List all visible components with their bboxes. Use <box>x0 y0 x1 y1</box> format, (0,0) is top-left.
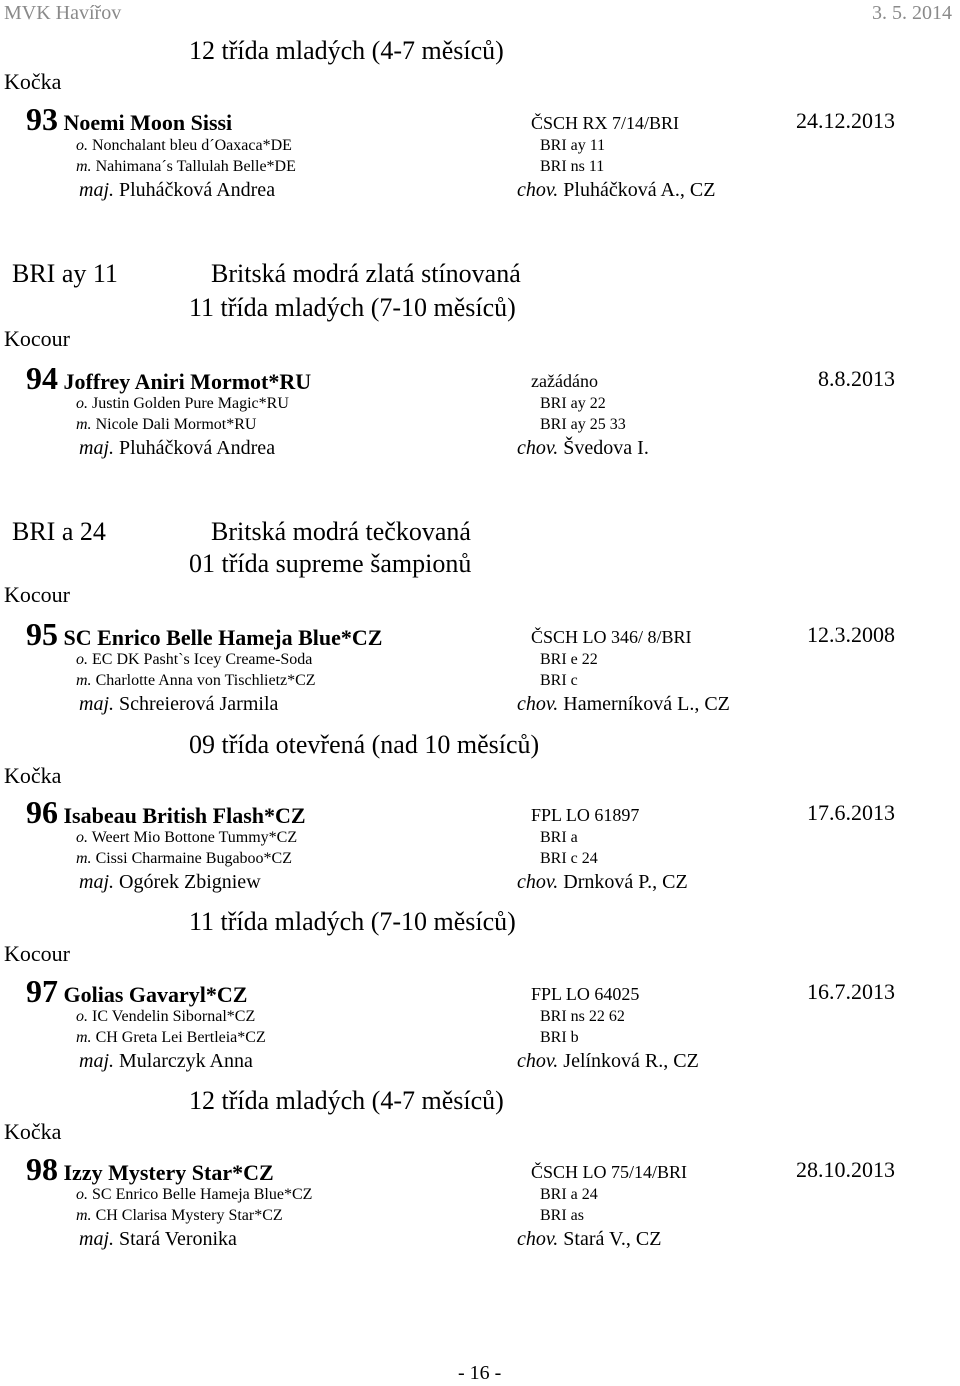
header-date: 3. 5. 2014 <box>872 2 952 24</box>
breed-code: BRI ay 11 <box>12 259 118 288</box>
mother-label: m. <box>76 850 92 867</box>
class-label: 12 třída mladých (4-7 měsíců) <box>189 1086 504 1115</box>
father-ems: BRI ay 22 <box>540 395 606 412</box>
owner-name: Pluháčková Andrea <box>119 179 276 201</box>
cat-name: Izzy Mystery Star*CZ <box>63 1160 274 1185</box>
birth-date: 17.6.2013 <box>807 800 895 825</box>
father-ems: BRI a <box>540 829 578 846</box>
breeder-name: Drnková P., CZ <box>563 871 688 893</box>
father-row <box>76 651 312 669</box>
cat-number: 94 <box>26 360 58 396</box>
owner-row <box>79 871 261 894</box>
mother-name: Charlotte Anna von Tischlietz*CZ <box>95 672 316 689</box>
breeder-label: chov. <box>517 437 559 459</box>
breed-name: Britská modrá tečkovaná <box>211 517 471 546</box>
mother-ems: BRI c 24 <box>540 850 598 867</box>
class-label: 09 třída otevřená (nad 10 měsíců) <box>189 730 540 759</box>
father-row <box>76 1008 255 1026</box>
cat-entry <box>26 360 311 397</box>
owner-label: maj. <box>79 179 114 201</box>
father-ems: BRI ay 11 <box>540 137 606 154</box>
breeder-name: Švedova I. <box>563 437 649 459</box>
sex-label: Kočka <box>4 1119 62 1144</box>
registration: FPL LO 64025 <box>531 984 640 1004</box>
breeder-row <box>517 871 688 894</box>
cat-number: 96 <box>26 794 58 830</box>
sex-label: Kočka <box>4 69 62 94</box>
sex-label: Kocour <box>4 941 70 966</box>
owner-name: Schreierová Jarmila <box>119 693 279 715</box>
cat-entry <box>26 616 382 653</box>
mother-row <box>76 158 296 176</box>
mother-label: m. <box>76 1029 92 1046</box>
breeder-row <box>517 1050 699 1073</box>
father-row <box>76 395 289 413</box>
mother-row <box>76 1029 266 1047</box>
owner-row <box>79 179 275 202</box>
registration: ČSCH LO 75/14/BRI <box>531 1162 688 1182</box>
mother-label: m. <box>76 1207 92 1224</box>
father-ems: BRI ns 22 62 <box>540 1008 625 1025</box>
sex-label: Kocour <box>4 582 70 607</box>
owner-label: maj. <box>79 1228 114 1250</box>
breed-code: BRI a 24 <box>12 517 106 546</box>
father-row <box>76 1186 312 1204</box>
cat-entry <box>26 794 306 831</box>
cat-name: Golias Gavaryl*CZ <box>63 982 248 1007</box>
cat-number: 95 <box>26 616 58 652</box>
class-label: 12 třída mladých (4-7 měsíců) <box>189 36 504 65</box>
father-label: o. <box>76 395 88 412</box>
cat-name: SC Enrico Belle Hameja Blue*CZ <box>63 625 383 650</box>
mother-ems: BRI ay 25 33 <box>540 416 626 433</box>
registration: zažádáno <box>531 371 598 391</box>
mother-name: Nahimana´s Tallulah Belle*DE <box>95 158 296 175</box>
cat-name: Joffrey Aniri Mormot*RU <box>63 369 312 394</box>
breeder-row <box>517 179 716 202</box>
owner-label: maj. <box>79 871 114 893</box>
father-label: o. <box>76 651 88 668</box>
cat-entry <box>26 101 232 138</box>
mother-row <box>76 416 256 434</box>
breeder-row <box>517 1228 661 1251</box>
father-name: Justin Golden Pure Magic*RU <box>92 395 289 412</box>
father-name: SC Enrico Belle Hameja Blue*CZ <box>92 1186 313 1203</box>
owner-name: Stará Veronika <box>119 1228 237 1250</box>
mother-ems: BRI c <box>540 672 578 689</box>
cat-entry <box>26 973 247 1010</box>
father-label: o. <box>76 137 88 154</box>
page-number: - 16 - <box>458 1362 502 1384</box>
class-label: 11 třída mladých (7-10 měsíců) <box>189 293 516 322</box>
owner-name: Mularczyk Anna <box>119 1050 253 1072</box>
mother-label: m. <box>76 416 92 433</box>
mother-label: m. <box>76 158 92 175</box>
owner-name: Pluháčková Andrea <box>119 437 276 459</box>
birth-date: 16.7.2013 <box>807 979 895 1004</box>
owner-label: maj. <box>79 693 114 715</box>
header-left: MVK Havířov <box>4 2 122 24</box>
mother-row <box>76 850 292 868</box>
cat-number: 98 <box>26 1151 58 1187</box>
breeder-label: chov. <box>517 1050 559 1072</box>
mother-ems: BRI b <box>540 1029 579 1046</box>
cat-number: 97 <box>26 973 58 1009</box>
breeder-label: chov. <box>517 179 559 201</box>
mother-name: CH Greta Lei Bertleia*CZ <box>95 1029 266 1046</box>
sex-label: Kocour <box>4 326 70 351</box>
father-row <box>76 829 297 847</box>
owner-row <box>79 437 275 460</box>
cat-entry <box>26 1151 274 1188</box>
birth-date: 28.10.2013 <box>796 1157 895 1182</box>
father-label: o. <box>76 829 88 846</box>
breeder-label: chov. <box>517 693 559 715</box>
owner-row <box>79 1228 237 1251</box>
registration: ČSCH LO 346/ 8/BRI <box>531 627 692 647</box>
breeder-name: Jelínková R., CZ <box>563 1050 699 1072</box>
mother-ems: BRI ns 11 <box>540 158 605 175</box>
owner-label: maj. <box>79 437 114 459</box>
owner-row <box>79 693 278 716</box>
father-ems: BRI a 24 <box>540 1186 598 1203</box>
mother-label: m. <box>76 672 92 689</box>
breeder-row <box>517 693 730 716</box>
father-name: EC DK Pasht`s Icey Creame-Soda <box>92 651 313 668</box>
cat-name: Isabeau British Flash*CZ <box>63 803 306 828</box>
father-label: o. <box>76 1008 88 1025</box>
birth-date: 12.3.2008 <box>807 622 895 647</box>
owner-name: Ogórek Zbigniew <box>119 871 261 893</box>
mother-row <box>76 1207 283 1225</box>
father-name: Weert Mio Bottone Tummy*CZ <box>91 829 298 846</box>
registration: FPL LO 61897 <box>531 805 640 825</box>
breeder-label: chov. <box>517 871 559 893</box>
breeder-name: Hamerníková L., CZ <box>563 693 730 715</box>
father-row <box>76 137 292 155</box>
sex-label: Kočka <box>4 763 62 788</box>
breeder-label: chov. <box>517 1228 559 1250</box>
breeder-name: Stará V., CZ <box>563 1228 662 1250</box>
cat-number: 93 <box>26 101 58 137</box>
birth-date: 24.12.2013 <box>796 108 895 133</box>
mother-name: Cissi Charmaine Bugaboo*CZ <box>95 850 292 867</box>
registration: ČSCH RX 7/14/BRI <box>531 113 680 133</box>
cat-name: Noemi Moon Sissi <box>63 110 233 135</box>
mother-ems: BRI as <box>540 1207 584 1224</box>
owner-row <box>79 1050 253 1073</box>
mother-name: Nicole Dali Mormot*RU <box>95 416 257 433</box>
father-name: Nonchalant bleu d´Oaxaca*DE <box>92 137 292 154</box>
breeder-name: Pluháčková A., CZ <box>563 179 716 201</box>
birth-date: 8.8.2013 <box>818 366 895 391</box>
mother-row <box>76 672 316 690</box>
owner-label: maj. <box>79 1050 114 1072</box>
class-label: 01 třída supreme šampionů <box>189 549 472 578</box>
class-label: 11 třída mladých (7-10 měsíců) <box>189 907 516 936</box>
father-label: o. <box>76 1186 88 1203</box>
breed-name: Britská modrá zlatá stínovaná <box>211 259 521 288</box>
mother-name: CH Clarisa Mystery Star*CZ <box>95 1207 283 1224</box>
father-name: IC Vendelin Sibornal*CZ <box>92 1008 256 1025</box>
father-ems: BRI e 22 <box>540 651 598 668</box>
breeder-row <box>517 437 649 460</box>
